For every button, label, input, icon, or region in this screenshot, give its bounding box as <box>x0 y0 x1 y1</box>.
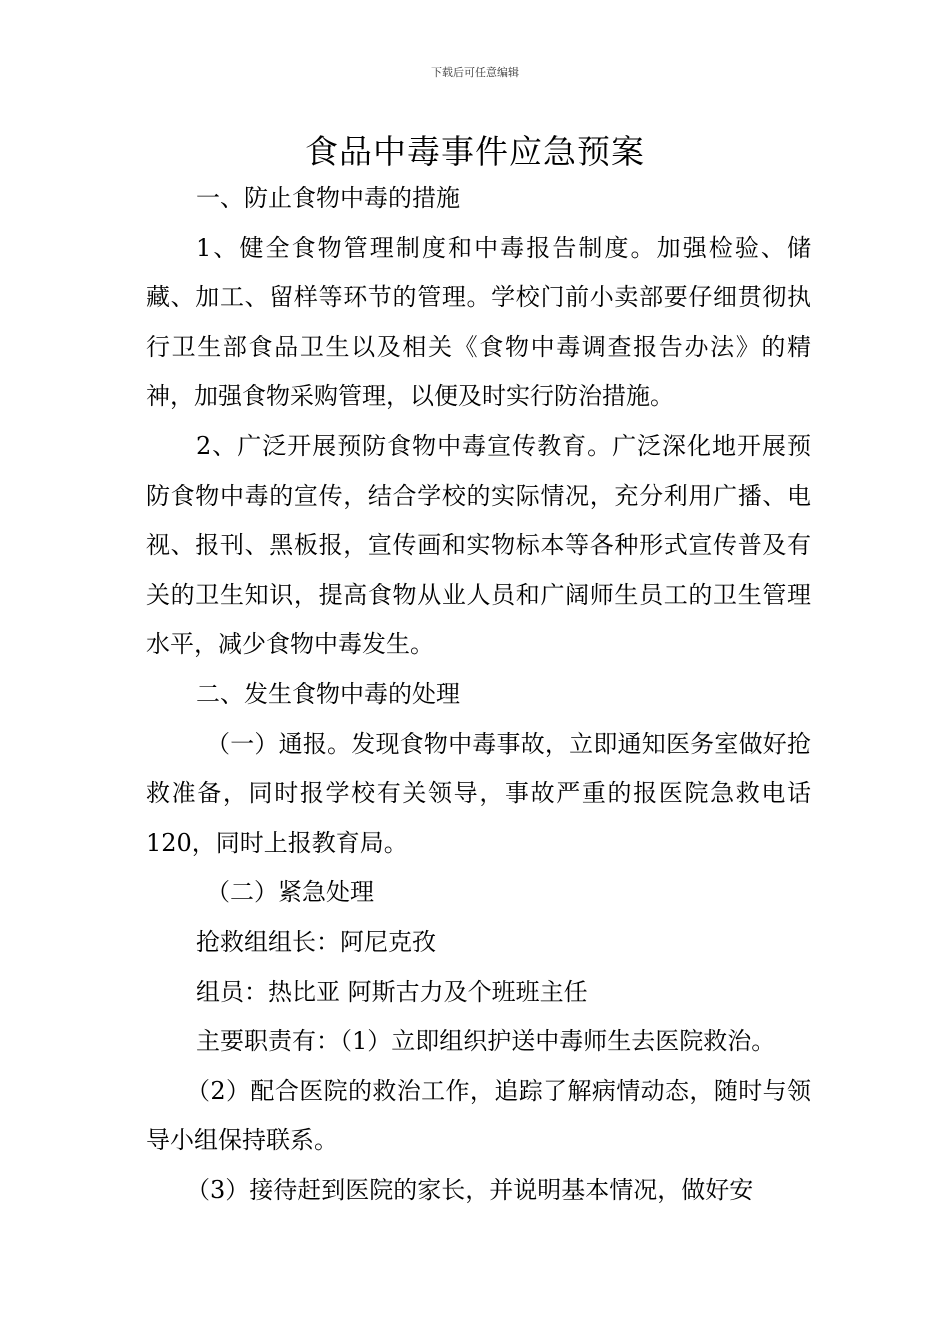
paragraph: 2、广泛开展预防食物中毒宣传教育。广泛深化地开展预防食物中毒的宣传，结合学校的实际情况，充分利用广播、电视、报刊、黑板报，宣传画和实物标本等各种形式宣传普及有关的卫生知识，提高食物从业人员和广阔师生员工的卫生管理水平，减少食物中毒发生。 <box>146 431 811 659</box>
document-title: 食品中毒事件应急预案 <box>305 132 645 171</box>
paragraph: 组员：热比亚 阿斯古力及个班班主任 <box>196 977 588 1006</box>
paragraph: 1、健全食物管理制度和中毒报告制度。加强检验、储藏、加工、留样等环节的管理。学校门前小卖部要仔细贯彻执行卫生部食品卫生以及相关《食物中毒调查报告办法》的精神，加强食物采购管理，以便及时实行防治措施。 <box>146 233 811 411</box>
document-body <box>146 174 811 1215</box>
paragraph: 抢救组组长：阿尼克孜 <box>196 927 436 956</box>
section-heading: 二、发生食物中毒的处理 <box>196 679 460 708</box>
subsection-heading: （二）紧急处理 <box>206 878 374 907</box>
paragraph: （3）接待赶到医院的家长，并说明基本情况，做好安 <box>186 1175 754 1204</box>
page-header-note: 下载后可任意编辑 <box>431 66 519 79</box>
paragraph: 主要职责有：（1）立即组织护送中毒师生去医院救治。 <box>196 1027 776 1056</box>
section-heading: 一、防止食物中毒的措施 <box>196 184 460 212</box>
paragraph: （2）配合医院的救治工作，追踪了解病情动态，随时与领导小组保持联系。 <box>146 1076 811 1155</box>
paragraph: （一）通报。发现食物中毒事故，立即通知医务室做好抢救准备，同时报学校有关领导，事故严重的报医院急救电话120，同时上报教育局。 <box>146 729 811 857</box>
